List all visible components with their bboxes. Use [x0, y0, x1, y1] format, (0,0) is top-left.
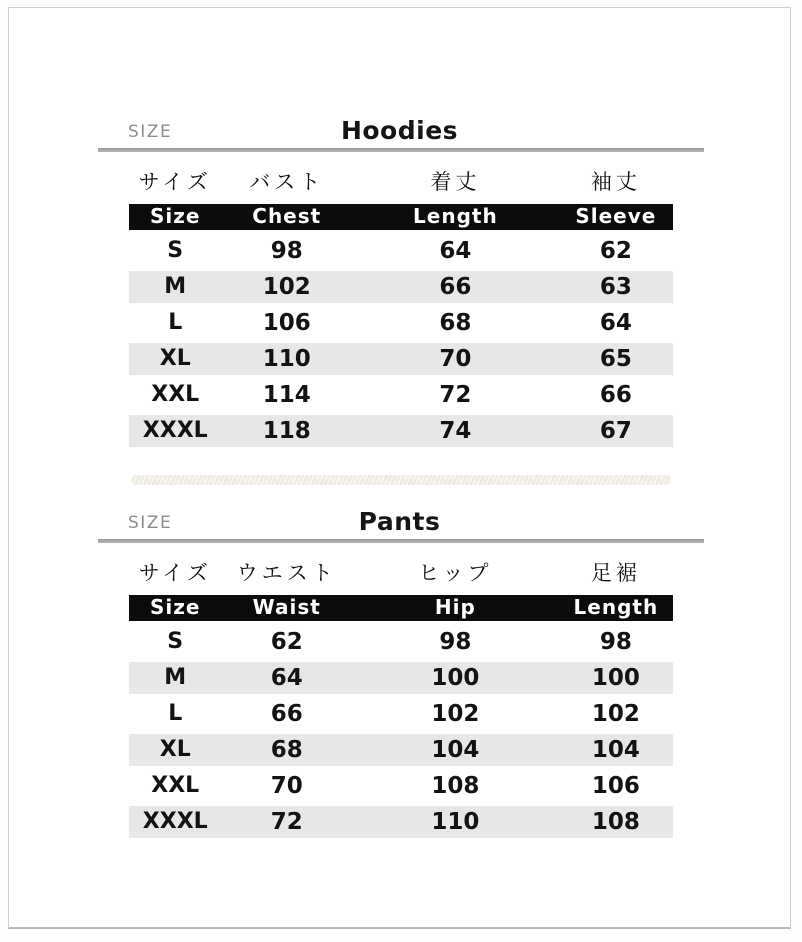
- table-cell: 64: [270, 665, 303, 691]
- table-cell: M: [164, 665, 187, 690]
- table-cell: 104: [431, 737, 480, 763]
- table-row: [129, 377, 673, 413]
- table-cell: S: [167, 238, 184, 263]
- en-header-size: Size: [150, 204, 201, 228]
- table-row: [129, 305, 673, 341]
- table-cell: 62: [270, 629, 303, 655]
- jp-header-hip: ヒップ: [418, 561, 493, 585]
- en-header-waist: Waist: [252, 595, 321, 619]
- en-header-bar: [129, 204, 673, 230]
- table-cell: 108: [431, 773, 480, 799]
- pants-size-table: [9, 507, 790, 852]
- header-divider-line: [98, 539, 704, 543]
- table-cell: 110: [262, 346, 311, 372]
- table-row: [129, 624, 673, 660]
- table-cell: 65: [599, 346, 632, 372]
- table-cell: 98: [599, 629, 632, 655]
- size-corner-label: SIZE: [128, 122, 173, 142]
- table-cell: 66: [270, 701, 303, 727]
- en-header-hip: Hip: [434, 595, 476, 619]
- table-cell: 102: [262, 274, 311, 300]
- table-cell: 70: [270, 773, 303, 799]
- table-cell: 70: [439, 346, 472, 372]
- table-cell: 67: [599, 418, 632, 444]
- table-row: [129, 233, 673, 269]
- header-divider-line: [98, 148, 704, 152]
- table-cell: 64: [599, 310, 632, 336]
- size-chart-card: [8, 7, 791, 929]
- size-corner-label: SIZE: [128, 513, 173, 533]
- table-cell: 100: [591, 665, 640, 691]
- en-header-bar: [129, 595, 673, 621]
- hoodies-size-table: [9, 116, 790, 461]
- table-cell: M: [164, 274, 187, 299]
- table-cell: 100: [431, 665, 480, 691]
- table-cell: 108: [591, 809, 640, 835]
- jp-header-size: サイズ: [138, 561, 212, 585]
- table-row: [129, 660, 673, 696]
- en-header-length: Length: [573, 595, 659, 619]
- table-cell: 110: [431, 809, 480, 835]
- table-cell: XL: [159, 346, 191, 371]
- table-cell: S: [167, 629, 184, 654]
- table-row: [129, 696, 673, 732]
- table-cell: 63: [599, 274, 632, 300]
- en-header-sleeve: Sleeve: [575, 204, 657, 228]
- table-cell: XXL: [151, 382, 200, 407]
- table-row: [129, 269, 673, 305]
- table-cell: 118: [262, 418, 311, 444]
- table-cell: 64: [439, 238, 472, 264]
- table-cell: 98: [270, 238, 303, 264]
- table-cell: 66: [439, 274, 472, 300]
- pants-table-body: [129, 624, 673, 840]
- en-header-chest: Chest: [252, 204, 322, 228]
- table-row: [129, 768, 673, 804]
- jp-header-row: [129, 168, 673, 196]
- table-row: [129, 804, 673, 840]
- jp-header-row: [129, 559, 673, 587]
- table-row: [129, 732, 673, 768]
- table-row: [129, 413, 673, 449]
- hoodies-section-header: [9, 116, 790, 144]
- table-cell: 66: [599, 382, 632, 408]
- table-cell: 106: [591, 773, 640, 799]
- table-cell: 72: [270, 809, 303, 835]
- table-cell: 74: [439, 418, 472, 444]
- table-cell: 102: [591, 701, 640, 727]
- jp-header-size: サイズ: [138, 170, 212, 194]
- en-header-length: Length: [413, 204, 498, 228]
- table-cell: XXL: [151, 773, 200, 798]
- table-cell: XXXL: [142, 809, 208, 834]
- table-cell: XXXL: [142, 418, 208, 443]
- en-header-size: Size: [150, 595, 201, 619]
- section-title-hoodies: Hoodies: [340, 116, 459, 145]
- jp-header-sleeve: 袖丈: [590, 170, 641, 194]
- table-cell: 114: [262, 382, 311, 408]
- section-title-pants: Pants: [358, 507, 441, 536]
- table-cell: 98: [439, 629, 472, 655]
- pants-section-header: [9, 507, 790, 535]
- jp-header-bust: バスト: [249, 170, 325, 194]
- table-cell: 72: [439, 382, 472, 408]
- jp-header-waist: ウエスト: [236, 561, 337, 585]
- table-cell: 62: [599, 238, 632, 264]
- table-cell: 68: [439, 310, 472, 336]
- table-cell: 106: [262, 310, 311, 336]
- table-cell: 102: [431, 701, 480, 727]
- jp-header-hem: 足裾: [590, 561, 641, 585]
- rope-texture-divider: [131, 475, 671, 485]
- table-cell: XL: [159, 737, 191, 762]
- table-row: [129, 341, 673, 377]
- table-cell: 68: [270, 737, 303, 763]
- hoodies-table-body: [129, 233, 673, 449]
- table-cell: L: [168, 701, 183, 726]
- table-cell: L: [168, 310, 183, 335]
- jp-header-length: 着丈: [430, 170, 481, 194]
- table-cell: 104: [591, 737, 640, 763]
